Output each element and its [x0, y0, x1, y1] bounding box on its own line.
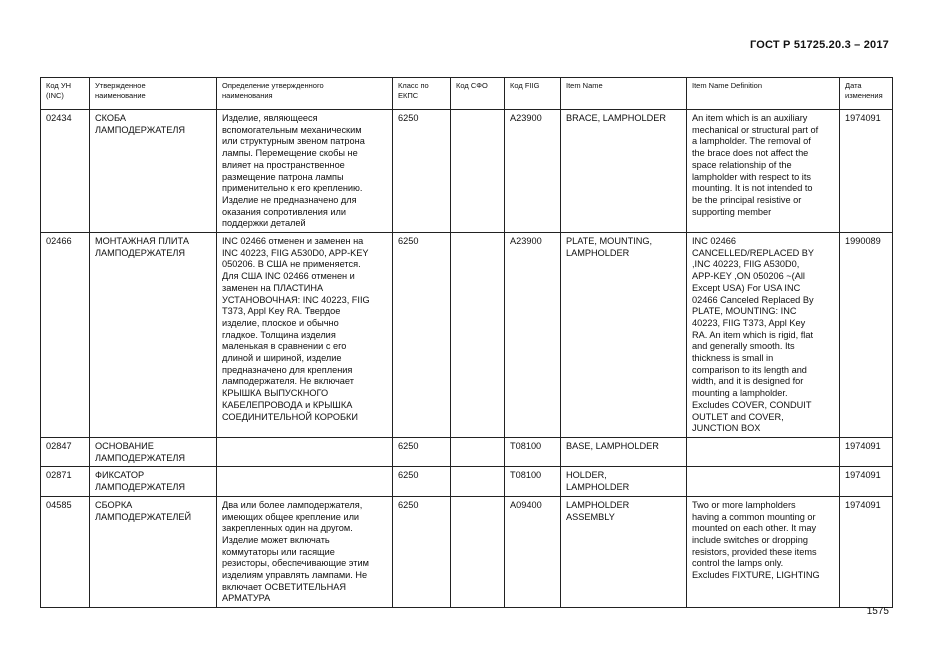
table-row [41, 437, 893, 466]
cell-fiig-code: A23900 [505, 233, 561, 438]
table-header-row [41, 78, 893, 110]
cell-fiig-code: T08100 [505, 467, 561, 496]
cell-fiig-code: T08100 [505, 437, 561, 466]
cell-ekps-class: 6250 [393, 233, 451, 438]
cell-approved-name: ОСНОВАНИЕ ЛАМПОДЕРЖАТЕЛЯ [90, 437, 217, 466]
cell-inc: 02847 [41, 437, 90, 466]
cell-approved-name: СБОРКА ЛАМПОДЕРЖАТЕЛЕЙ [90, 496, 217, 607]
cell-item-name-definition: An item which is an auxiliary mechanical or structural part of a lampholder. The removal of the brace does not affect the space relationship of the lampholder with respect to its mounting. It is not intended to be the principal resistive or supporting member [687, 110, 840, 233]
cell-item-name-definition: INC 02466 CANCELLED/REPLACED BY ,INC 40223, FIIG A530D0, APP-KEY ,ON 050206 ~(All Except USA) For USA INC 02466 Canceled Replaced By PLATE, MOUNTING: INC 40223, FIIG T373, Appl Key RA. An item which is rigid, flat and generally smooth. Its thickness is small in comparison to its length and width, and it is designed for mounting a lampholder. Excludes COVER, CONDUIT OUTLET and COVER, JUNCTION BOX [687, 233, 840, 438]
cell-item-name: BRACE, LAMPHOLDER [561, 110, 687, 233]
column-header-item-name-definition: Item Name Definition [687, 78, 840, 110]
cell-item-name-definition [687, 437, 840, 466]
cell-approved-name: ФИКСАТОР ЛАМПОДЕРЖАТЕЛЯ [90, 467, 217, 496]
column-header-change-date: Дата изменения [840, 78, 893, 110]
cell-sfo-code [451, 110, 505, 233]
page-number: 1575 [866, 606, 889, 617]
cell-change-date: 1974091 [840, 110, 893, 233]
table-row [41, 496, 893, 607]
cell-item-name: PLATE, MOUNTING, LAMPHOLDER [561, 233, 687, 438]
table-row [41, 467, 893, 496]
table-row [41, 110, 893, 233]
cell-ekps-class: 6250 [393, 437, 451, 466]
column-header-item-name: Item Name [561, 78, 687, 110]
cell-fiig-code: A23900 [505, 110, 561, 233]
cell-inc: 02434 [41, 110, 90, 233]
cell-ekps-class: 6250 [393, 110, 451, 233]
cell-sfo-code [451, 233, 505, 438]
cell-sfo-code [451, 467, 505, 496]
column-header-ekps-class: Класс по ЕКПС [393, 78, 451, 110]
cell-definition: Изделие, являющееся вспомогательным механическим или структурным звеном патрона лампы. Перемещение скобы не влияет на пространственное размещение патрона лампы применительно к его креплению. Изделие не предназначено для оказания сопротивления или поддержки деталей [217, 110, 393, 233]
column-header-fiig-code: Код FIIG [505, 78, 561, 110]
cell-sfo-code [451, 496, 505, 607]
cell-ekps-class: 6250 [393, 496, 451, 607]
cell-ekps-class: 6250 [393, 467, 451, 496]
cell-item-name: HOLDER, LAMPHOLDER [561, 467, 687, 496]
cell-sfo-code [451, 437, 505, 466]
cell-change-date: 1974091 [840, 496, 893, 607]
document-standard-title: ГОСТ Р 51725.20.3 – 2017 [749, 39, 889, 51]
cell-definition: Два или более ламподержателя, имеющих общее крепление или закрепленных один на другом. Изделие может включать коммутаторы или гасящие резисторы, обеспечивающие этим изделиям управлять лампами. Не включает ОСВЕТИТЕЛЬНАЯ АРМАТУРА [217, 496, 393, 607]
cell-change-date: 1974091 [840, 467, 893, 496]
cell-definition [217, 467, 393, 496]
catalog-table [40, 77, 893, 608]
column-header-inc: Код УН (INC) [41, 78, 90, 110]
cell-definition [217, 437, 393, 466]
table-row [41, 233, 893, 438]
cell-inc: 04585 [41, 496, 90, 607]
cell-item-name: LAMPHOLDER ASSEMBLY [561, 496, 687, 607]
cell-item-name-definition: Two or more lampholders having a common mounting or mounted on each other. It may include switches or dropping resistors, provided these items control the lamps only. Excludes FIXTURE, LIGHTING [687, 496, 840, 607]
cell-change-date: 1974091 [840, 437, 893, 466]
column-header-sfo-code: Код СФО [451, 78, 505, 110]
cell-approved-name: СКОБА ЛАМПОДЕРЖАТЕЛЯ [90, 110, 217, 233]
cell-change-date: 1990089 [840, 233, 893, 438]
cell-inc: 02466 [41, 233, 90, 438]
cell-item-name: BASE, LAMPHOLDER [561, 437, 687, 466]
cell-fiig-code: A09400 [505, 496, 561, 607]
column-header-definition: Определение утвержденного наименования [217, 78, 393, 110]
cell-inc: 02871 [41, 467, 90, 496]
cell-item-name-definition [687, 467, 840, 496]
column-header-approved-name: Утвержденное наименование [90, 78, 217, 110]
cell-approved-name: МОНТАЖНАЯ ПЛИТА ЛАМПОДЕРЖАТЕЛЯ [90, 233, 217, 438]
cell-definition: INC 02466 отменен и заменен на INC 40223, FIIG A530D0, APP-KEY 050206. В США не применяется. Для США INC 02466 отменен и заменен на ПЛАСТИНА УСТАНОВОЧНАЯ: INC 40223, FIIG T373, Appl Key RA. Твердое изделие, плоское и обычно гладкое. Толщина изделия маленькая в сравнении с его длиной и шириной, изделие предназначено для крепления ламподержателя. Не включает КРЫШКА ВЫПУСКНОГО КАБЕЛЕПРОВОДА и КРЫШКА СОЕДИНИТЕЛЬНОЙ КОРОБКИ [217, 233, 393, 438]
